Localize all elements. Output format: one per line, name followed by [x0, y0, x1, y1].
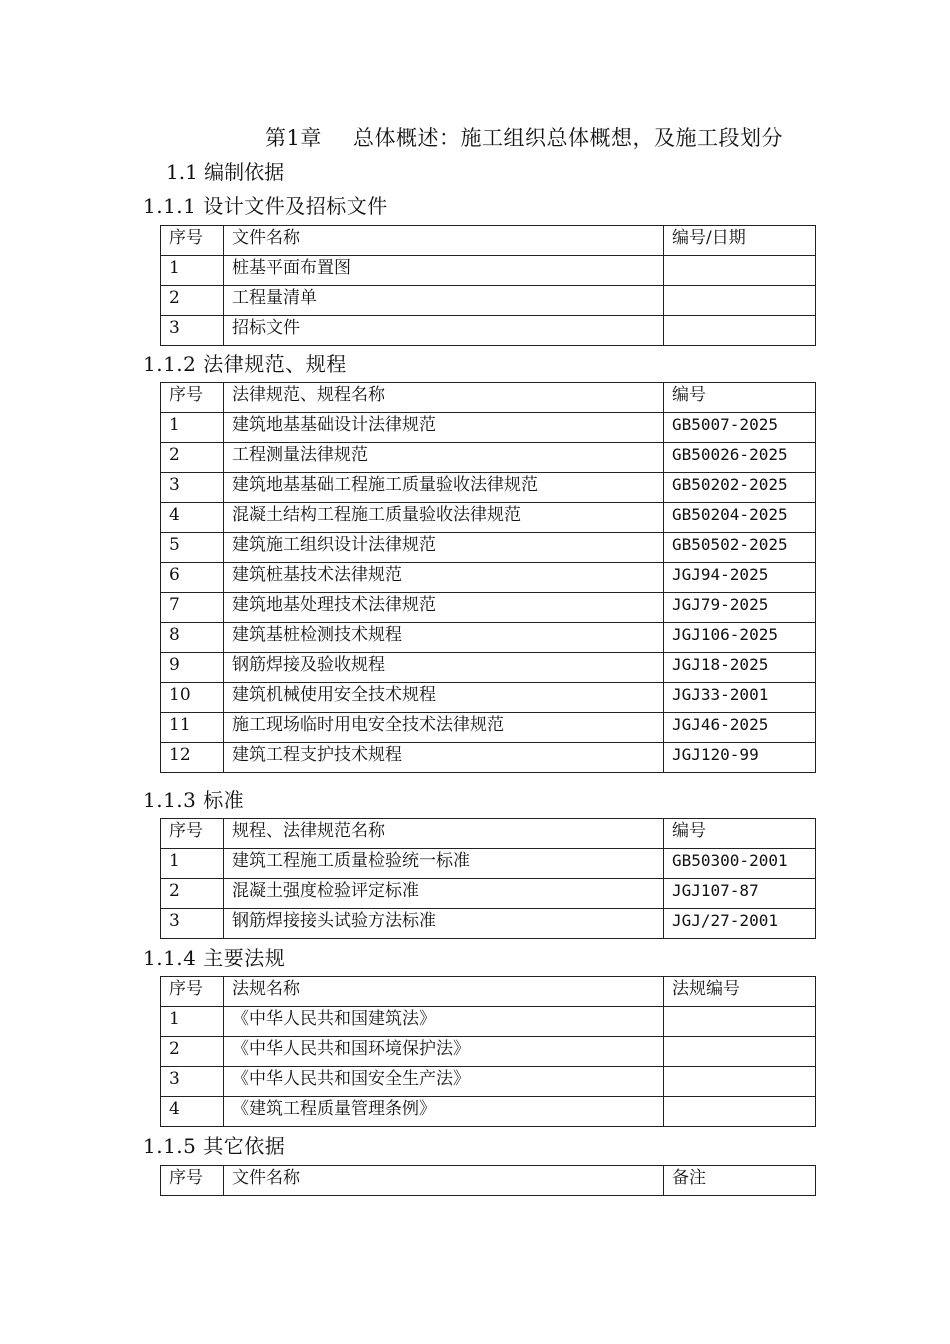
table-row — [161, 623, 816, 653]
table-row — [161, 683, 816, 713]
row-code — [664, 286, 816, 316]
chapter-title — [265, 122, 783, 152]
row-name: 建筑地基基础工程施工质量验收法律规范 — [224, 473, 664, 503]
header-cell: 序号 — [161, 1166, 224, 1196]
table-row — [161, 473, 816, 503]
row-code — [664, 1067, 816, 1097]
header-cell: 序号 — [161, 977, 224, 1007]
header-cell: 法规编号 — [664, 977, 816, 1007]
row-index: 2 — [161, 443, 224, 473]
table-row — [161, 503, 816, 533]
subsection-title-laws-codes: 1.1.2 法律规范、规程 — [143, 352, 347, 376]
row-name: 《中华人民共和国安全生产法》 — [224, 1067, 664, 1097]
row-index: 6 — [161, 563, 224, 593]
row-index: 11 — [161, 713, 224, 743]
table-row — [161, 286, 816, 316]
row-index: 7 — [161, 593, 224, 623]
row-code: GB50204-2025 — [664, 503, 816, 533]
row-name: 建筑基桩检测技术规程 — [224, 623, 664, 653]
table-row — [161, 653, 816, 683]
table-row — [161, 316, 816, 346]
table-row — [161, 879, 816, 909]
table-row — [161, 413, 816, 443]
row-index: 3 — [161, 316, 224, 346]
row-index: 2 — [161, 1037, 224, 1067]
header-cell: 序号 — [161, 383, 224, 413]
table-row — [161, 563, 816, 593]
row-name: 《中华人民共和国环境保护法》 — [224, 1037, 664, 1067]
row-name: 混凝土强度检验评定标准 — [224, 879, 664, 909]
row-code — [664, 316, 816, 346]
subsection-title-design-files: 1.1.1 设计文件及招标文件 — [143, 194, 388, 218]
row-index: 9 — [161, 653, 224, 683]
row-code: JGJ79-2025 — [664, 593, 816, 623]
row-index: 1 — [161, 849, 224, 879]
row-code: JGJ120-99 — [664, 743, 816, 773]
row-name: 建筑工程施工质量检验统一标准 — [224, 849, 664, 879]
table-standards — [160, 818, 816, 939]
table-row — [161, 1007, 816, 1037]
row-index: 4 — [161, 1097, 224, 1127]
row-code: GB50202-2025 — [664, 473, 816, 503]
header-cell: 编号/日期 — [664, 226, 816, 256]
row-code: JGJ107-87 — [664, 879, 816, 909]
header-cell: 编号 — [664, 819, 816, 849]
row-code: GB50300-2001 — [664, 849, 816, 879]
row-name: 钢筋焊接及验收规程 — [224, 653, 664, 683]
row-index: 8 — [161, 623, 224, 653]
table-row — [161, 1097, 816, 1127]
row-name: 桩基平面布置图 — [224, 256, 664, 286]
row-name: 建筑地基处理技术法律规范 — [224, 593, 664, 623]
table-main-regulations — [160, 976, 816, 1127]
table-row — [161, 1067, 816, 1097]
row-index: 1 — [161, 413, 224, 443]
table-header-row — [161, 977, 816, 1007]
table-header-row — [161, 226, 816, 256]
row-index: 12 — [161, 743, 224, 773]
row-code: JGJ33-2001 — [664, 683, 816, 713]
row-name: 工程测量法律规范 — [224, 443, 664, 473]
row-index: 4 — [161, 503, 224, 533]
row-code: JGJ18-2025 — [664, 653, 816, 683]
row-name: 施工现场临时用电安全技术法律规范 — [224, 713, 664, 743]
row-index: 1 — [161, 256, 224, 286]
table-header-row — [161, 819, 816, 849]
table-row — [161, 909, 816, 939]
header-cell: 法律规范、规程名称 — [224, 383, 664, 413]
header-cell: 规程、法律规范名称 — [224, 819, 664, 849]
row-index: 2 — [161, 879, 224, 909]
row-name: 《中华人民共和国建筑法》 — [224, 1007, 664, 1037]
row-index: 2 — [161, 286, 224, 316]
table-row — [161, 743, 816, 773]
row-name: 建筑工程支护技术规程 — [224, 743, 664, 773]
table-row — [161, 443, 816, 473]
row-code: JGJ/27-2001 — [664, 909, 816, 939]
subsection-title-main-regulations: 1.1.4 主要法规 — [143, 946, 286, 970]
subsection-title-standards: 1.1.3 标准 — [143, 788, 245, 812]
table-header-row — [161, 1166, 816, 1196]
table-row — [161, 256, 816, 286]
row-name: 建筑地基基础设计法律规范 — [224, 413, 664, 443]
row-name: 招标文件 — [224, 316, 664, 346]
section-title: 1.1 编制依据 — [166, 160, 285, 184]
header-cell: 备注 — [664, 1166, 816, 1196]
row-name: 建筑机械使用安全技术规程 — [224, 683, 664, 713]
row-name: 《建筑工程质量管理条例》 — [224, 1097, 664, 1127]
table-header-row — [161, 383, 816, 413]
row-code: GB5007-2025 — [664, 413, 816, 443]
header-cell: 文件名称 — [224, 226, 664, 256]
table-row — [161, 713, 816, 743]
chapter-heading: 总体概述：施工组织总体概想，及施工段划分 — [353, 126, 783, 150]
table-row — [161, 593, 816, 623]
row-code: JGJ46-2025 — [664, 713, 816, 743]
table-other-basis — [160, 1165, 816, 1196]
row-name: 建筑施工组织设计法律规范 — [224, 533, 664, 563]
table-row — [161, 849, 816, 879]
row-code: JGJ106-2025 — [664, 623, 816, 653]
row-name: 建筑桩基技术法律规范 — [224, 563, 664, 593]
row-name: 工程量清单 — [224, 286, 664, 316]
row-index: 3 — [161, 909, 224, 939]
table-laws-codes — [160, 382, 816, 773]
row-index: 3 — [161, 473, 224, 503]
row-index: 3 — [161, 1067, 224, 1097]
chapter-number: 第1章 — [265, 126, 322, 150]
row-code: GB50502-2025 — [664, 533, 816, 563]
table-row — [161, 1037, 816, 1067]
row-code: JGJ94-2025 — [664, 563, 816, 593]
row-code: GB50026-2025 — [664, 443, 816, 473]
header-cell: 编号 — [664, 383, 816, 413]
header-cell: 序号 — [161, 819, 224, 849]
header-cell: 文件名称 — [224, 1166, 664, 1196]
row-name: 钢筋焊接接头试验方法标准 — [224, 909, 664, 939]
header-cell: 序号 — [161, 226, 224, 256]
row-code — [664, 1037, 816, 1067]
header-cell: 法规名称 — [224, 977, 664, 1007]
row-index: 10 — [161, 683, 224, 713]
subsection-title-other-basis: 1.1.5 其它依据 — [143, 1134, 286, 1158]
row-name: 混凝土结构工程施工质量验收法律规范 — [224, 503, 664, 533]
table-row — [161, 533, 816, 563]
row-code — [664, 256, 816, 286]
row-index: 5 — [161, 533, 224, 563]
table-design-files — [160, 225, 816, 346]
row-code — [664, 1007, 816, 1037]
row-index: 1 — [161, 1007, 224, 1037]
row-code — [664, 1097, 816, 1127]
